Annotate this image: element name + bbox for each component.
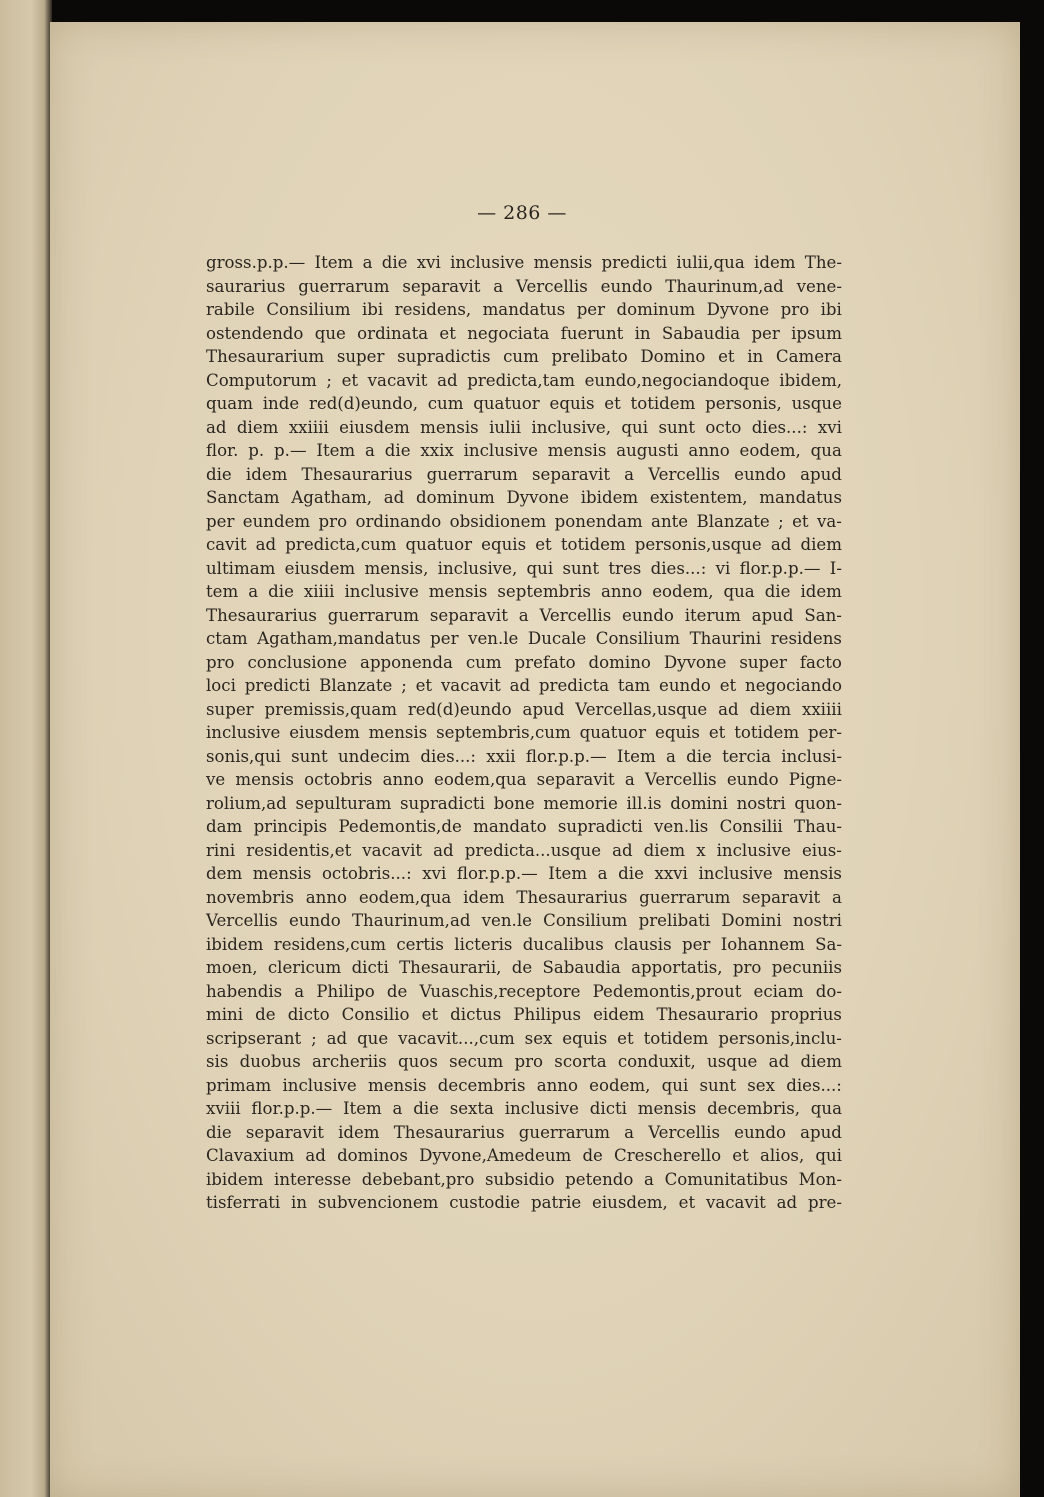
text-line: loci predicti Blanzate ; et vacavit ad predicta tam eundo et negociando [206, 676, 842, 695]
text-line: rini residentis,et vacavit ad predicta...usque ad diem x inclusive eius- [206, 840, 842, 860]
text-line: sis duobus archeriis quos secum pro scorta conduxit, usque ad diem [206, 1052, 842, 1071]
text-line: Computorum ; et vacavit ad predicta,tam eundo,negociandoque ibidem, [206, 370, 842, 390]
text-line: pro conclusione apponenda cum prefato domino Dyvone super facto [206, 652, 842, 672]
text-line: habendis a Philipo de Vuaschis,receptore Pedemontis,prout eciam do- [206, 981, 842, 1001]
text-line: ad diem xxiiii eiusdem mensis iulii inclusive, qui sunt octo dies...: xvi [206, 417, 842, 437]
text-line: novembris anno eodem,qua idem Thesaurarius guerrarum separavit a [206, 887, 842, 907]
text-line: Thesaurarium super supradictis cum prelibato Domino et in Camera [206, 347, 842, 366]
text-line: ctam Agatham,mandatus per ven.le Ducale Consilium Thaurini residens [206, 629, 842, 648]
text-line: Thesaurarius guerrarum separavit a Vercellis eundo iterum apud San- [206, 605, 842, 625]
book-page [50, 22, 1020, 1497]
text-line: dam principis Pedemontis,de mandato supradicti ven.lis Consilii Thau- [206, 817, 842, 836]
text-line: primam inclusive mensis decembris anno eodem, qui sunt sex dies...: [206, 1075, 842, 1095]
text-line: ve mensis octobris anno eodem,qua separavit a Vercellis eundo Pigne- [206, 770, 842, 789]
text-line: inclusive eiusdem mensis septembris,cum quatuor equis et totidem per- [206, 723, 842, 742]
text-line: gross.p.p.— Item a die xvi inclusive mensis predicti iulii,qua idem The- [206, 253, 842, 272]
text-line: Sanctam Agatham, ad dominum Dyvone ibidem existentem, mandatus [206, 488, 842, 507]
text-line: ibidem residens,cum certis licteris ducalibus clausis per Iohannem Sa- [206, 934, 842, 954]
text-line: ostendendo que ordinata et negociata fuerunt in Sabaudia per ipsum [206, 323, 842, 343]
body-text [206, 251, 842, 1215]
page-number: — 286 — [477, 202, 567, 224]
text-line: xviii flor.p.p.— Item a die sexta inclusive dicti mensis decembris, qua [206, 1099, 842, 1118]
text-line: rolium,ad sepulturam supradicti bone memorie ill.is domini nostri quon- [206, 793, 842, 813]
text-line: ultimam eiusdem mensis, inclusive, qui sunt tres dies...: vi flor.p.p.— I- [206, 558, 842, 578]
text-line: Vercellis eundo Thaurinum,ad ven.le Consilium prelibati Domini nostri [206, 911, 842, 930]
text-line: die separavit idem Thesaurarius guerrarum a Vercellis eundo apud [206, 1122, 842, 1142]
text-line: tisferrati in subvencionem custodie patrie eiusdem, et vacavit ad pre- [206, 1193, 842, 1212]
text-line: cavit ad predicta,cum quatuor equis et totidem personis,usque ad diem [206, 535, 842, 554]
text-line: scripserant ; ad que vacavit...,cum sex equis et totidem personis,inclu- [206, 1028, 842, 1048]
text-line: dem mensis octobris...: xvi flor.p.p.— Item a die xxvi inclusive mensis [206, 864, 842, 883]
text-line: saurarius guerrarum separavit a Vercellis eundo Thaurinum,ad vene- [206, 276, 842, 296]
text-line: mini de dicto Consilio et dictus Philipus eidem Thesaurario proprius [206, 1005, 842, 1024]
text-line: ibidem interesse debebant,pro subsidio petendo a Comunitatibus Mon- [206, 1169, 842, 1189]
text-line: per eundem pro ordinando obsidionem ponendam ante Blanzate ; et va- [206, 511, 842, 531]
text-line: die idem Thesaurarius guerrarum separavit a Vercellis eundo apud [206, 464, 842, 484]
previous-page-edge [0, 0, 52, 1497]
text-line: tem a die xiiii inclusive mensis septembris anno eodem, qua die idem [206, 582, 842, 601]
text-line: rabile Consilium ibi residens, mandatus per dominum Dyvone pro ibi [206, 300, 842, 319]
text-line: flor. p. p.— Item a die xxix inclusive mensis augusti anno eodem, qua [206, 441, 842, 460]
text-line: super premissis,quam red(d)eundo apud Vercellas,usque ad diem xxiiii [206, 699, 842, 719]
text-line: quam inde red(d)eundo, cum quatuor equis et totidem personis, usque [206, 394, 842, 413]
text-line: Clavaxium ad dominos Dyvone,Amedeum de Crescherello et alios, qui [206, 1146, 842, 1165]
text-line: sonis,qui sunt undecim dies...: xxii flor.p.p.— Item a die tercia inclusi- [206, 746, 842, 766]
text-line: moen, clericum dicti Thesaurarii, de Sabaudia apportatis, pro pecuniis [206, 958, 842, 977]
